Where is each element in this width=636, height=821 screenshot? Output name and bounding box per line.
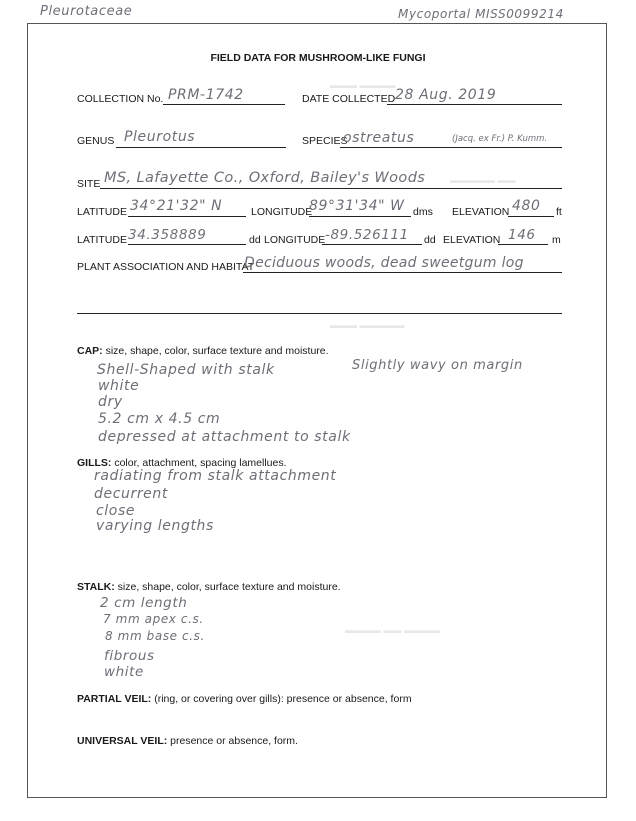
elevation-label: ELEVATION	[452, 206, 510, 218]
stalk-heading	[77, 581, 341, 593]
habitat-value: Deciduous woods, dead sweetgum log	[244, 255, 524, 271]
habitat-line-2	[77, 313, 562, 314]
universal-veil-label: UNIVERSAL VEIL:	[77, 735, 168, 747]
latitude-dms-line	[128, 216, 246, 217]
partial-veil-heading	[77, 693, 412, 705]
elevation-m-line	[498, 244, 548, 245]
habitat-line	[243, 272, 562, 273]
collection-value: PRM-1742	[168, 87, 244, 103]
date-line	[387, 104, 562, 105]
cap-line: dry	[98, 394, 123, 410]
m-unit: m	[552, 234, 561, 246]
date-label: DATE COLLECTED	[302, 93, 396, 105]
elevation-ft-value: 480	[512, 198, 541, 214]
elevation-m-value: 146	[508, 227, 536, 243]
cap-line: depressed at attachment to stalk	[98, 429, 351, 445]
cap-line: Shell-Shaped with stalk	[97, 362, 275, 378]
date-value: 28 Aug. 2019	[395, 87, 497, 103]
cap-heading	[77, 345, 329, 357]
partial-veil-description: (ring, or covering over gills): presence or absence, form	[154, 693, 412, 705]
latitude-label: LATITUDE	[77, 206, 127, 218]
habitat-label: PLANT ASSOCIATION AND HABITAT	[77, 261, 255, 273]
latitude-dd-line	[128, 244, 246, 245]
longitude-dms-line	[309, 216, 411, 217]
stalk-label: STALK:	[77, 581, 115, 593]
ft-unit: ft	[556, 206, 562, 218]
stalk-line: 2 cm length	[100, 595, 188, 611]
longitude-dd-value: -89.526111	[325, 227, 409, 243]
universal-veil-heading	[77, 735, 298, 747]
site-value: MS, Lafayette Co., Oxford, Bailey's Woods	[104, 170, 426, 186]
gills-description: color, attachment, spacing lamellues.	[114, 457, 287, 469]
species-value: ostreatus	[343, 130, 415, 146]
cap-note: Slightly wavy on margin	[352, 358, 523, 373]
longitude-label: LONGITUDE	[251, 206, 313, 218]
elevation-label-m: ELEVATION	[443, 234, 501, 246]
gills-line: radiating from stalk attachment	[94, 468, 337, 484]
bleed-through-mark: ▬▬▬ ▬▬▬▬▬	[330, 320, 405, 330]
cap-description: size, shape, color, surface texture and moisture.	[105, 345, 329, 357]
gills-line: varying lengths	[96, 518, 214, 534]
form-title: FIELD DATA FOR MUSHROOM-LIKE FUNGI	[210, 52, 426, 64]
elevation-ft-line	[508, 216, 554, 217]
latitude-dms-value: 34°21'32" N	[130, 198, 223, 214]
stalk-line: fibrous	[104, 648, 155, 664]
bleed-through-mark: ▬▬▬▬▬ ▬▬	[450, 175, 516, 185]
cap-line: white	[98, 378, 140, 394]
latitude-label-dd: LATITUDE	[77, 234, 127, 246]
stalk-line: 7 mm apex c.s.	[103, 612, 204, 626]
cap-label: CAP:	[77, 345, 103, 357]
partial-veil-label: PARTIAL VEIL:	[77, 693, 152, 705]
bleed-through-mark: ▬▬▬ ▬▬▬▬	[330, 80, 396, 90]
dd-unit-lon: dd	[424, 234, 436, 246]
collection-label: COLLECTION No.	[77, 93, 164, 105]
species-author: (Jacq. ex Fr.) P. Kumm.	[452, 134, 548, 144]
family-annotation: Pleurotaceae	[40, 4, 133, 19]
dms-unit: dms	[413, 206, 433, 218]
gills-line: decurrent	[94, 486, 168, 502]
site-label: SITE	[77, 178, 101, 190]
stalk-line: 8 mm base c.s.	[105, 629, 205, 643]
genus-label: GENUS	[77, 135, 115, 147]
latitude-dd-value: 34.358889	[128, 227, 207, 243]
stalk-line: white	[104, 664, 144, 680]
stalk-description: size, shape, color, surface texture and moisture.	[117, 581, 341, 593]
longitude-dd-line	[322, 244, 422, 245]
species-label: SPECIES	[302, 135, 348, 147]
species-line	[340, 147, 562, 148]
gills-line: close	[96, 503, 136, 519]
longitude-dms-value: 89°31'34" W	[309, 198, 405, 214]
collection-line	[163, 104, 285, 105]
gills-label: GILLS:	[77, 457, 112, 469]
site-line	[100, 188, 562, 189]
longitude-label-dd: LONGITUDE	[264, 234, 326, 246]
cap-line: 5.2 cm x 4.5 cm	[98, 411, 221, 427]
genus-value: Pleurotus	[124, 129, 196, 145]
genus-line	[116, 147, 286, 148]
catalog-annotation: Mycoportal MISS0099214	[398, 7, 564, 21]
bleed-through-mark: ▬▬▬▬ ▬▬ ▬▬▬▬	[345, 625, 441, 635]
dd-unit-lat: dd	[249, 234, 261, 246]
universal-veil-description: presence or absence, form.	[170, 735, 298, 747]
